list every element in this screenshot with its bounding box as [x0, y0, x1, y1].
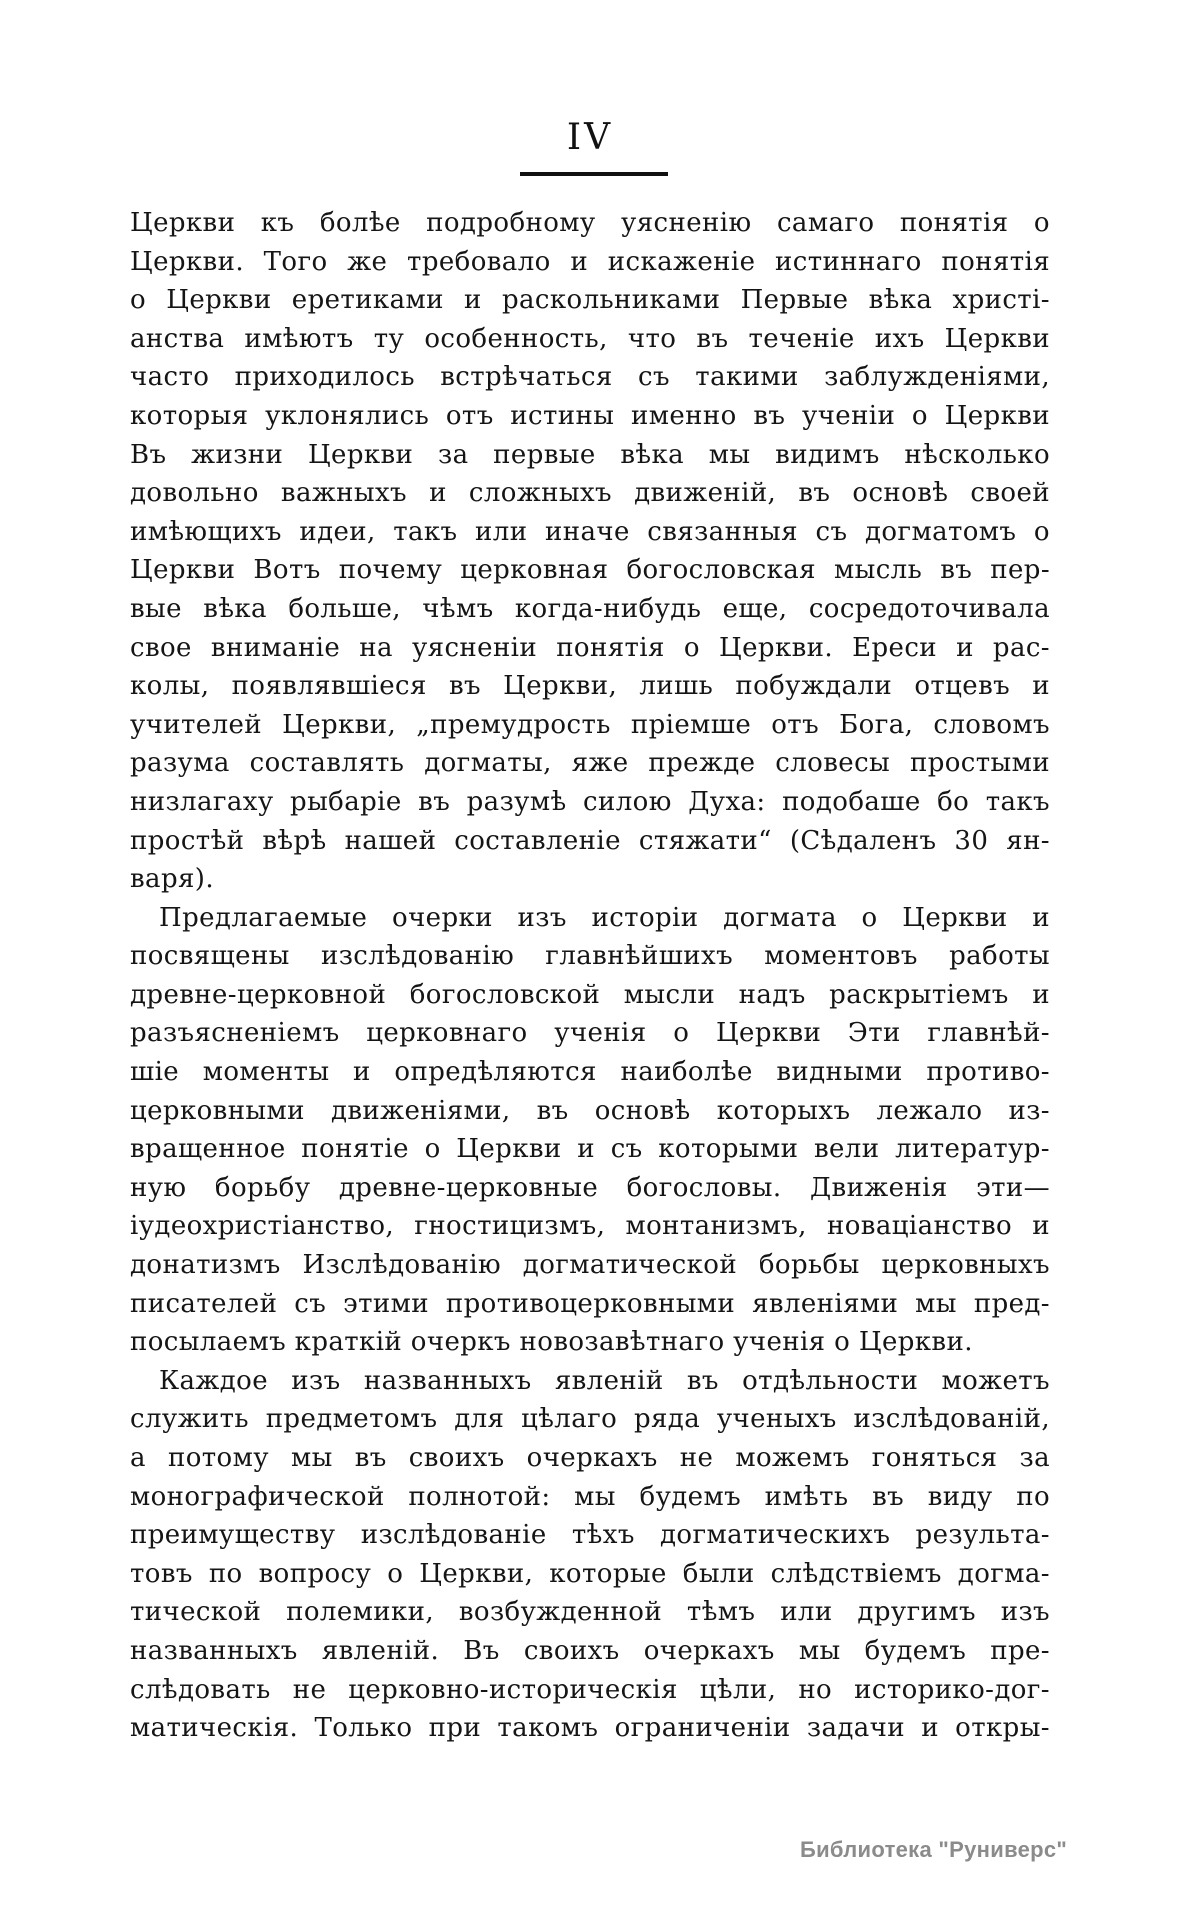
text-line: часто приходилось встрѣчаться съ такими заблужденіями, — [130, 362, 1050, 393]
header-rule — [520, 172, 668, 176]
text-line: которыя уклонялись отъ истины именно въ ученіи о Церкви — [130, 400, 1050, 431]
text-line: простѣй вѣрѣ нашей составленіе стяжати“ (Сѣдаленъ 30 ян- — [130, 825, 1050, 856]
text-line: слѣдовать не церковно-историческія цѣли, но историко-дог- — [130, 1674, 1050, 1705]
text-block — [130, 204, 1050, 1748]
text-line: тической полемики, возбужденной тѣмъ или другимъ изъ — [130, 1597, 1050, 1628]
text-line: Каждое изъ названныхъ явленій въ отдѣльности можетъ — [159, 1365, 1050, 1396]
page-number: IV — [566, 117, 614, 158]
watermark: Библиотека "Руниверс" — [800, 1837, 1068, 1862]
text-line: ную борьбу древне-церковные богословы. Движенія эти— — [130, 1172, 1050, 1203]
text-line: донатизмъ Изслѣдованію догматической борьбы церковныхъ — [130, 1250, 1050, 1281]
text-line: низлагаху рыбаріе въ разумѣ силою Духа: подобаше бо такъ — [130, 786, 1050, 817]
text-line: довольно важныхъ и сложныхъ движеній, въ основѣ своей — [130, 478, 1050, 509]
text-line: посылаемъ краткій очеркъ новозавѣтнаго ученія о Церкви. — [130, 1327, 973, 1358]
text-line: Церкви. Того же требовало и искаженіе истиннаго понятія — [130, 246, 1050, 277]
text-line: учителей Церкви, „премудрость пріемше отъ Бога, словомъ — [130, 709, 1050, 740]
text-line: писателей съ этими противоцерковными явленіями мы пред- — [130, 1288, 1050, 1319]
text-line: преимуществу изслѣдованіе тѣхъ догматическихъ результа- — [130, 1520, 1050, 1551]
text-line: Предлагаемые очерки изъ исторіи догмата о Церкви и — [159, 902, 1050, 933]
text-line: іудеохристіанство, гностицизмъ, монтанизмъ, новаціанство и — [130, 1211, 1050, 1242]
text-line: Церкви къ болѣе подробному уясненію самаго понятія о — [130, 208, 1050, 238]
text-line: древне-церковной богословской мысли надъ раскрытіемъ и — [130, 979, 1050, 1010]
page-header — [130, 117, 1050, 158]
text-line: церковными движеніями, въ основѣ которыхъ лежало из- — [130, 1095, 1050, 1126]
text-line: Церкви Вотъ почему церковная богословская мысль въ пер- — [130, 555, 1050, 586]
text-line: а потому мы въ своихъ очеркахъ не можемъ гоняться за — [130, 1443, 1050, 1473]
text-line: Въ жизни Церкви за первые вѣка мы видимъ нѣсколько — [130, 439, 1050, 470]
text-line: вращенное понятіе о Церкви и съ которыми вели литератур- — [130, 1134, 1050, 1165]
text-line: матическія. Только при такомъ ограниченіи задачи и откры- — [130, 1713, 1050, 1744]
text-line: свое вниманіе на уясненіи понятія о Церкви. Ереси и рас- — [130, 632, 1050, 663]
text-line: анства имѣютъ ту особенность, что въ теченіе ихъ Церкви — [130, 323, 1050, 354]
text-line: служить предметомъ для цѣлаго ряда ученыхъ изслѣдованій, — [130, 1404, 1050, 1435]
text-line: монографической полнотой: мы будемъ имѣть въ виду по — [130, 1481, 1050, 1512]
text-line: варя). — [130, 864, 214, 895]
text-line: о Церкви еретиками и раскольниками Первые вѣка христі- — [130, 285, 1050, 316]
text-line: разума составлять догматы, яже прежде словесы простыми — [130, 748, 1050, 779]
text-line: имѣющихъ идеи, такъ или иначе связанныя съ догматомъ о — [130, 516, 1050, 547]
text-line: названныхъ явленій. Въ своихъ очеркахъ мы будемъ пре- — [130, 1635, 1050, 1666]
text-line: шіе моменты и опредѣляются наиболѣе видными противо- — [130, 1057, 1050, 1088]
text-line: вые вѣка больше, чѣмъ когда-нибудь еще, сосредоточивала — [130, 593, 1050, 624]
text-line: разъясненіемъ церковнаго ученія о Церкви Эти главнѣй- — [130, 1018, 1050, 1049]
text-line: товъ по вопросу о Церкви, которые были слѣдствіемъ догма- — [130, 1558, 1050, 1589]
text-line: посвящены изслѣдованію главнѣйшихъ моментовъ работы — [130, 941, 1050, 972]
text-line: колы, появлявшіеся въ Церкви, лишь побуждали отцевъ и — [130, 671, 1050, 702]
